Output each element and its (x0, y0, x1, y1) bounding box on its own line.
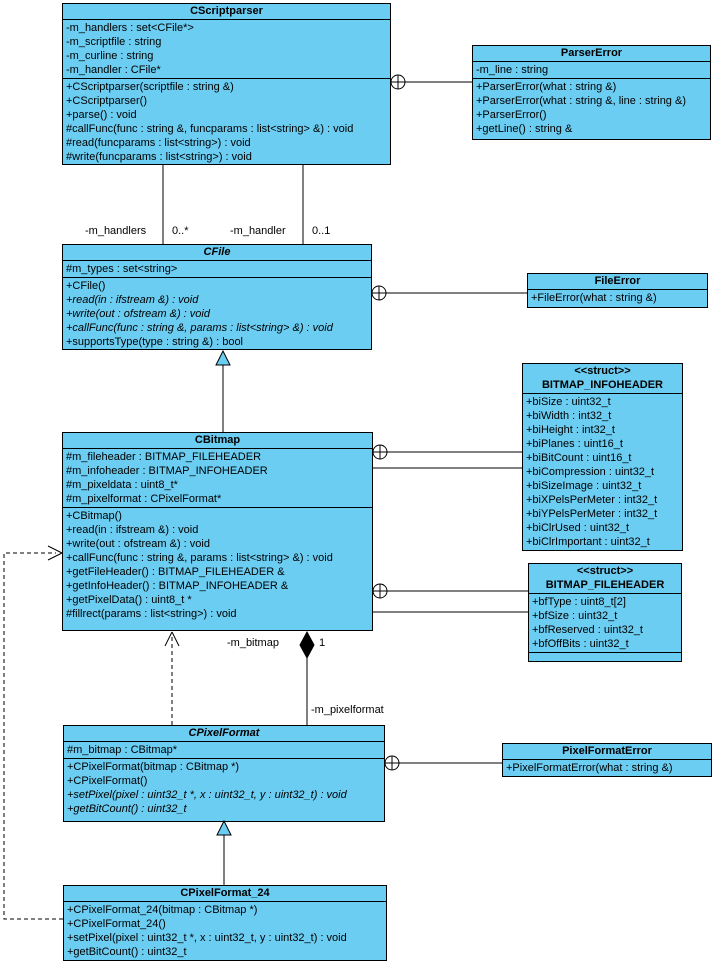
attribute-row: +biXPelsPerMeter : int32_t (526, 494, 658, 506)
method-row: #write(funcparams : list<string>) : void (66, 151, 252, 163)
class-title: PixelFormatError (562, 745, 652, 757)
method-row: +setPixel(pixel : uint32_t *, x : uint32_t, y : uint32_t) : void (67, 932, 347, 944)
attribute-row: +biHeight : int32_t (526, 424, 615, 436)
class-cfile[interactable] (62, 244, 372, 350)
method-row: #callFunc(func : string &, funcparams : list<string> &) : void (66, 123, 354, 135)
method-row: +ParserError(what : string &, line : string &) (476, 95, 686, 107)
class-cscriptparser[interactable] (62, 3, 391, 165)
attribute-row: +biClrImportant : uint32_t (526, 536, 650, 548)
class-title: CPixelFormat (188, 727, 260, 739)
role-label-m-bitmap: -m_bitmap (227, 637, 279, 649)
method-row: +read(in : ifstream &) : void (66, 524, 199, 536)
operations-compartment (64, 902, 386, 960)
method-row: +callFunc(func : string &, params : list<string> &) : void (66, 322, 333, 334)
attribute-row: #m_pixelformat : CPixelFormat* (66, 493, 222, 505)
method-row: +CBitmap() (66, 510, 122, 522)
method-row: +supportsType(type : string &) : bool (66, 336, 244, 348)
attributes-compartment (63, 449, 372, 508)
method-row: +CFile() (66, 280, 106, 292)
struct-bitmap-infoheader[interactable] (522, 363, 683, 551)
anchor-cfile-fileerror[interactable] (372, 286, 527, 300)
attribute-row: +bfReserved : uint32_t (532, 624, 643, 636)
method-row: +write(out : ofstream &) : void (66, 308, 210, 320)
multiplicity-0-1: 0..1 (312, 225, 331, 237)
attribute-row: +biSize : uint32_t (526, 396, 611, 408)
attribute-row: #m_infoheader : BITMAP_INFOHEADER (66, 465, 268, 477)
operations-compartment (63, 508, 372, 630)
attribute-row: +biWidth : int32_t (526, 410, 612, 422)
attribute-row: +biPlanes : uint16_t (526, 438, 623, 450)
multiplicity-1: 1 (319, 637, 326, 649)
class-title: CFile (203, 246, 231, 258)
anchor-cbitmap-infoheader[interactable] (373, 445, 522, 468)
method-row: +FileError(what : string &) (531, 292, 657, 304)
attribute-row: #m_pixeldata : uint8_t* (66, 479, 178, 491)
class-title: BITMAP_FILEHEADER (545, 579, 665, 591)
class-title: CPixelFormat_24 (180, 887, 270, 899)
class-cpixelformat[interactable] (63, 725, 385, 822)
attribute-row: +biYPelsPerMeter : int32_t (526, 508, 658, 520)
attributes-compartment (473, 62, 710, 79)
attribute-row: -m_scriptfile : string (66, 36, 162, 48)
attributes-compartment (63, 261, 371, 278)
method-row: +getBitCount() : uint32_t (67, 803, 187, 815)
anchor-cpixelformat-pixelformaterror[interactable] (385, 756, 502, 770)
operations-compartment (63, 278, 371, 350)
struct-bitmap-fileheader[interactable] (528, 563, 682, 662)
method-row: +callFunc(func : string &, params : list<string> &) : void (66, 552, 333, 564)
generalization-cpixelformat24-cpixelformat[interactable] (217, 821, 231, 885)
attributes-compartment (523, 394, 682, 550)
multiplicity-0-many: 0..* (172, 225, 189, 237)
method-row: +PixelFormatError(what : string &) (506, 762, 673, 774)
method-row: +ParserError() (476, 109, 547, 121)
method-row: +read(in : ifstream &) : void (66, 294, 199, 306)
attribute-row: +biCompression : uint32_t (526, 466, 655, 478)
dependency-cpixelformat-cbitmap[interactable] (165, 632, 179, 725)
operations-compartment (63, 79, 390, 165)
class-cpixelformat24[interactable] (63, 885, 387, 961)
method-row: +CPixelFormat(bitmap : CBitmap *) (67, 761, 240, 773)
attribute-row: +bfType : uint8_t[2] (532, 596, 626, 608)
attribute-row: #m_bitmap : CBitmap* (67, 744, 178, 756)
method-row: +setPixel(pixel : uint32_t *, x : uint32_t, y : uint32_t) : void (67, 789, 347, 801)
operations-compartment (503, 760, 711, 776)
method-row: +CScriptparser(scriptfile : string &) (66, 81, 234, 93)
class-cbitmap[interactable] (62, 432, 373, 631)
generalization-cbitmap-cfile[interactable] (216, 351, 230, 432)
attribute-row: +biBitCount : uint16_t (526, 452, 632, 464)
operations-compartment-empty (529, 653, 681, 661)
attribute-row: +biSizeImage : uint32_t (526, 480, 642, 492)
method-row: +getFileHeader() : BITMAP_FILEHEADER & (66, 566, 285, 578)
operations-compartment (473, 79, 710, 139)
method-row: +ParserError(what : string &) (476, 81, 617, 93)
class-title: FileError (594, 275, 641, 287)
operations-compartment (528, 290, 707, 307)
attributes-compartment (529, 594, 681, 653)
attribute-row: -m_handler : CFile* (66, 64, 161, 76)
attribute-row: +biClrUsed : uint32_t (526, 522, 630, 534)
method-row: +getInfoHeader() : BITMAP_INFOHEADER & (66, 580, 289, 592)
method-row: #read(funcparams : list<string>) : void (66, 137, 251, 149)
method-row: +getBitCount() : uint32_t (67, 946, 187, 958)
method-row: +CPixelFormat_24(bitmap : CBitmap *) (67, 904, 258, 916)
method-row: +write(out : ofstream &) : void (66, 538, 210, 550)
anchor-cbitmap-fileheader[interactable] (373, 584, 528, 612)
class-title: CBitmap (194, 434, 241, 446)
method-row: +CPixelFormat_24() (67, 918, 166, 930)
role-label-m-handler: -m_handler (230, 225, 286, 237)
attribute-row: #m_fileheader : BITMAP_FILEHEADER (66, 451, 262, 463)
attribute-row: -m_curline : string (66, 50, 154, 62)
method-row: +getLine() : string & (476, 123, 573, 135)
role-label-m-handlers: -m_handlers (85, 225, 147, 237)
method-row: #fillrect(params : list<string>) : void (66, 608, 237, 620)
method-row: +CPixelFormat() (67, 775, 148, 787)
attribute-row: -m_line : string (476, 64, 549, 76)
method-row: +CScriptparser() (66, 95, 147, 107)
stereotype-label: <<struct>> (574, 365, 631, 377)
class-title: ParserError (560, 47, 623, 59)
method-row: +parse() : void (66, 109, 137, 121)
attributes-compartment (63, 20, 390, 79)
class-title: BITMAP_INFOHEADER (541, 379, 663, 391)
role-label-m-pixelformat: -m_pixelformat (311, 704, 384, 716)
dependency-cpixelformat24-cbitmap[interactable] (4, 546, 63, 919)
class-parsererror[interactable] (472, 45, 711, 140)
attributes-compartment (64, 742, 384, 759)
attribute-row: +bfSize : uint32_t (532, 610, 618, 622)
class-pixelformaterror[interactable] (502, 743, 712, 777)
attribute-row: +bfOffBits : uint32_t (532, 638, 629, 650)
class-title: CScriptparser (190, 5, 263, 17)
attribute-row: -m_handlers : set<CFile*> (66, 22, 194, 34)
stereotype-label: <<struct>> (576, 565, 634, 577)
anchor-cscriptparser-parsererror[interactable] (391, 75, 472, 89)
method-row: +getPixelData() : uint8_t * (66, 594, 192, 606)
class-fileerror[interactable] (527, 273, 708, 308)
attribute-row: #m_types : set<string> (66, 263, 178, 275)
operations-compartment (64, 759, 384, 821)
